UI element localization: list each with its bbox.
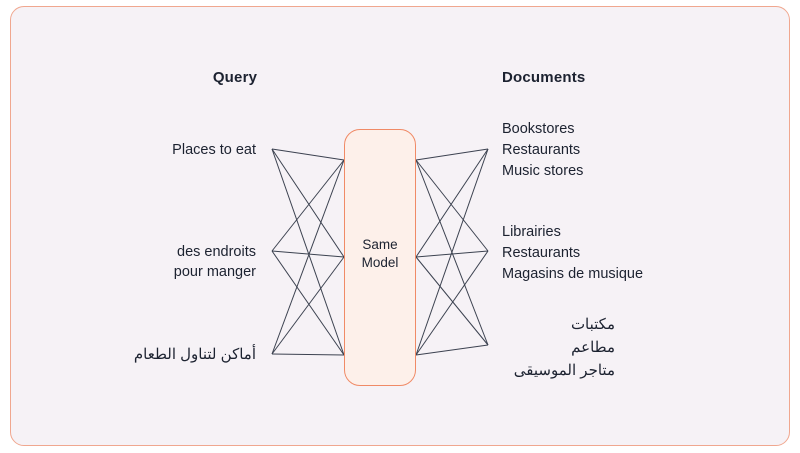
same-model-label xyxy=(344,236,416,272)
list-item: متاجر الموسيقى xyxy=(513,362,615,379)
query-item-french xyxy=(36,242,256,282)
list-item: مكتبات xyxy=(570,316,615,333)
list-item: مطاعم xyxy=(571,339,615,356)
list-item: Librairies xyxy=(502,224,561,240)
query-item-french-line1: des endroits xyxy=(177,244,256,260)
document-group-arabic xyxy=(514,313,615,382)
document-group-french xyxy=(502,222,643,285)
list-item: Restaurants xyxy=(502,142,581,158)
list-item: Music stores xyxy=(502,163,584,179)
same-model-label-line1: Same xyxy=(362,237,398,252)
query-item-english: Places to eat xyxy=(172,142,256,158)
query-item-french-line2: pour manger xyxy=(173,264,256,280)
same-model-label-line2: Model xyxy=(361,255,399,270)
document-group-english xyxy=(502,119,583,182)
list-item: Bookstores xyxy=(502,121,575,137)
query-item-arabic: أماكن لتناول الطعام xyxy=(133,346,256,363)
column-title-documents: Documents xyxy=(502,69,586,86)
column-title-query: Query xyxy=(212,69,258,86)
list-item: Magasins de musique xyxy=(502,266,644,282)
list-item: Restaurants xyxy=(502,245,581,261)
